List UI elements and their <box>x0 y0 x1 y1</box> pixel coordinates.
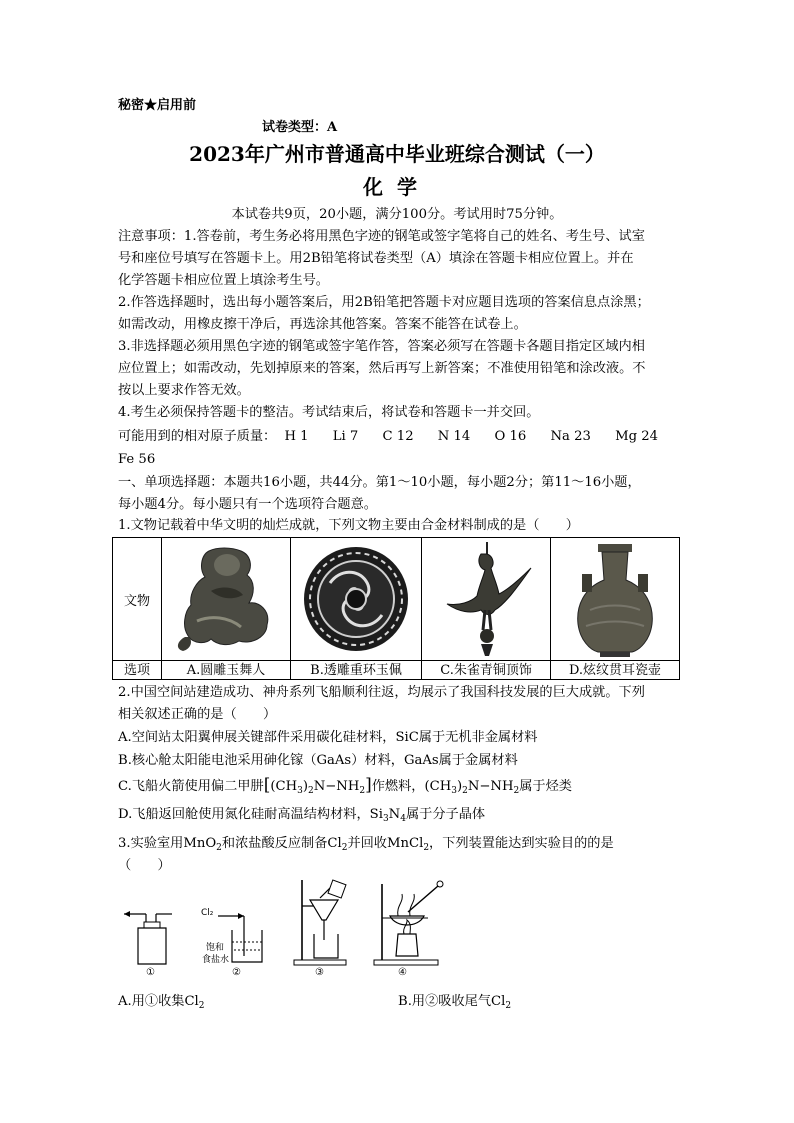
row-head-relic: 文物 <box>113 538 162 661</box>
filtration-apparatus-icon <box>290 876 350 968</box>
question-2-stem: 2.中国空间站建造成功、神舟系列飞船顺利往返，均展示了我国科技发展的巨大成就。下列 <box>118 685 645 700</box>
relics-option-row <box>113 661 680 680</box>
atomic-mass-item: Li 7 <box>332 429 359 444</box>
atomic-mass-line-2: Fe 56 <box>118 452 156 467</box>
relic-jade-dancer-image <box>162 538 291 661</box>
evaporation-apparatus-icon <box>368 876 448 968</box>
jade-dancer-icon <box>171 541 281 657</box>
bronze-bird-icon <box>431 540 541 658</box>
paper-type: 试卷类型：A <box>262 120 338 135</box>
porcelain-pot-icon <box>560 540 670 658</box>
jade-pendant-icon <box>300 543 412 655</box>
section-instruction: 每小题4分。每小题只有一个选项符合题意。 <box>118 497 377 512</box>
q2-option-c: C.飞船火箭使用偏二甲肼$[(CH_3)_2N-NH_2]$作燃料，$(CH_3)_2N-NH_2$属于烃类 <box>118 775 572 796</box>
note-line: 如需改动，用橡皮擦干净后，再选涂其他答案。答案不能答在试卷上。 <box>118 317 527 332</box>
note-line: 应位置上；如需改动，先划掉原来的答案，然后再写上新答案；不准使用铅笔和涂改液。不 <box>118 361 646 376</box>
exam-title: 2023年广州市普通高中毕业班综合测试（一） <box>189 142 605 166</box>
gas-bottle-apparatus-icon <box>120 876 176 968</box>
section-instruction: 一、单项选择题：本题共16小题，共44分。第1～10小题，每小题2分；第11～16小题， <box>118 475 641 490</box>
relic-bronze-bird-image <box>422 538 551 661</box>
q2-option-a: A.空间站太阳翼伸展关键部件采用碳化硅材料，SiC属于无机非金属材料 <box>118 730 538 745</box>
note-line: 按以上要求作答无效。 <box>118 383 250 398</box>
q3-option-b: B.用②吸收尾气$Cl_2$ <box>398 994 512 1011</box>
row-head-option: 选项 <box>113 661 162 680</box>
option-a-label: A.圆雕玉舞人 <box>162 661 291 680</box>
q2-option-d: D.飞船返回舱使用氮化硅耐高温结构材料，$Si_3N_4$属于分子晶体 <box>118 807 486 824</box>
apparatus-number: ① <box>146 967 155 978</box>
note-line: 3.非选择题必须用黑色字迹的钢笔或签字笔作答，答案必须写在答题卡各题目指定区域内相 <box>118 339 645 354</box>
relics-image-row <box>113 538 680 661</box>
atomic-mass-item: H 1 <box>284 429 309 444</box>
note-line: 4.考生必须保持答题卡的整洁。考试结束后，将试卷和答题卡一并交回。 <box>118 405 540 420</box>
question-3-stem: 3.实验室用MnO$_2$和浓盐酸反应制备$Cl_2$并回收MnCl$_2$，下列装置能达到实验目的的是 <box>118 836 614 853</box>
question-1-stem: 1.文物记载着中华文明的灿烂成就，下列文物主要由合金材料制成的是（ ） <box>118 518 579 533</box>
subject-title: 化学 <box>363 175 431 199</box>
note-line: 号和座位号填写在答题卡上。用2B铅笔将试卷类型（A）填涂在答题卡相应位置上。并在 <box>118 251 634 266</box>
note-line: 2.作答选择题时，选出每小题答案后，用2B铅笔把答题卡对应题目选项的答案信息点涂黑； <box>118 295 650 310</box>
relic-jade-pendant-image <box>290 538 421 661</box>
relic-porcelain-pot-image <box>551 538 680 661</box>
salt-water-label: 饱和 <box>206 943 225 953</box>
atomic-mass-item: O 16 <box>494 429 527 444</box>
atomic-mass-item: C 12 <box>382 429 414 444</box>
note-line: 注意事项：1.答卷前，考生务必将用黑色字迹的钢笔或签字笔将自己的姓名、考生号、试室 <box>118 229 645 244</box>
apparatus-number: ③ <box>315 967 324 978</box>
exam-summary: 本试卷共9页，20小题，满分100分。考试用时75分钟。 <box>231 207 563 222</box>
atomic-mass-line <box>118 428 658 445</box>
note-line: 化学答题卡相应位置上填涂考生号。 <box>118 273 329 288</box>
question-3-stem-2: （ ） <box>118 858 171 873</box>
cl2-label: Cl₂ <box>201 908 214 918</box>
atomic-mass-label: 可能用到的相对原子质量： <box>118 429 277 444</box>
option-b-label: B.透雕重环玉佩 <box>290 661 421 680</box>
q2-option-b: B.核心舱太阳能电池采用砷化镓（GaAs）材料，GaAs属于金属材料 <box>118 753 518 768</box>
option-c-label: C.朱雀青铜顶饰 <box>422 661 551 680</box>
atomic-mass-item: Mg 24 <box>615 429 659 444</box>
q3-option-a: A.用①收集$Cl_2$ <box>118 994 205 1011</box>
secret-mark: 秘密★启用前 <box>118 98 197 113</box>
question-2-stem: 相关叙述正确的是（ ） <box>118 707 277 722</box>
salt-water-label: 食盐水 <box>202 955 230 965</box>
option-d-label: D.炫纹贯耳瓷壶 <box>551 661 680 680</box>
apparatus-number: ④ <box>398 967 407 978</box>
atomic-mass-item: Na 23 <box>550 429 591 444</box>
atomic-mass-item: N 14 <box>437 429 471 444</box>
relics-table <box>112 537 680 680</box>
apparatus-number: ② <box>232 967 241 978</box>
